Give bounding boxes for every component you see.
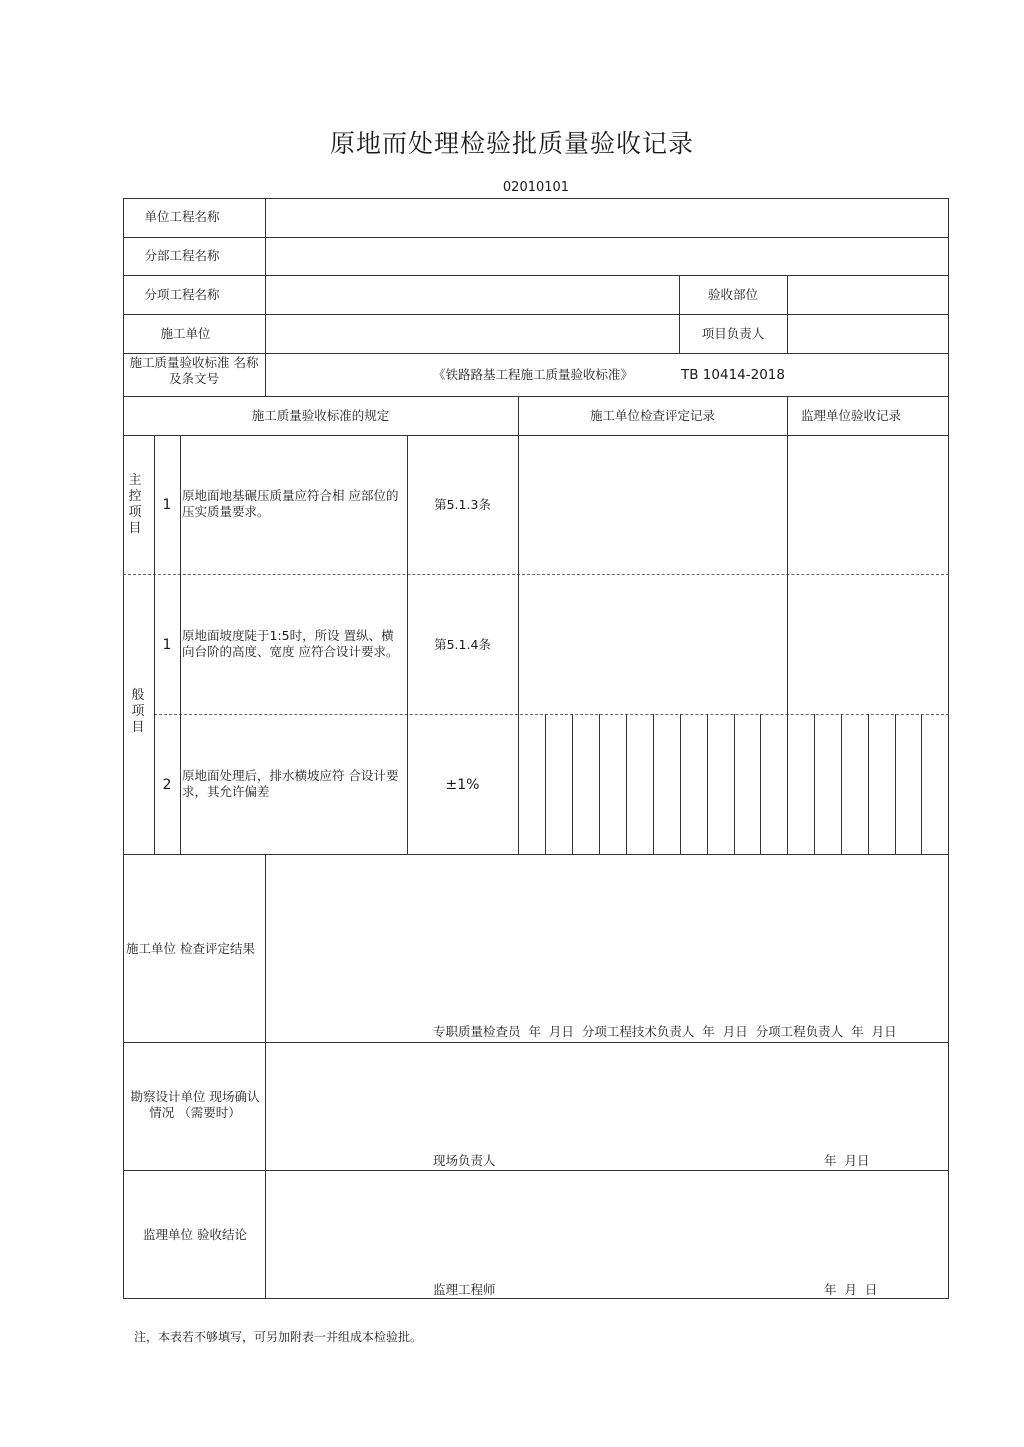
- grid-cell-divider: [680, 714, 681, 854]
- border-right: [948, 198, 949, 1299]
- general-label: [130, 688, 146, 736]
- col-divider: [787, 275, 788, 353]
- main-control-label: [127, 473, 143, 537]
- item-requirement: 原地面处理后，排水横坡应符 合设计要求，其允许偏差: [182, 768, 399, 799]
- project-manager-label: 项目负责人: [701, 326, 765, 341]
- item-requirement: 原地面坡度陡于1:5时，所设 置纵、横向台阶的高度、宽度 应符合设计要求。: [182, 628, 399, 659]
- grid-cell-divider: [626, 714, 627, 854]
- item-number: 1: [162, 637, 172, 653]
- col-divider: [787, 396, 788, 854]
- grid-cell-divider: [760, 714, 761, 854]
- grid-cell-divider: [814, 714, 815, 854]
- label-char: 项: [128, 505, 142, 520]
- grid-cell-divider: [841, 714, 842, 854]
- grid-cell-divider: [921, 714, 922, 854]
- survey-signer-label: 现场负责人: [433, 1153, 496, 1168]
- construction-sign-line: 专职质量检查员 年 月日 分项工程技术负责人 年 月日 分项工程负责人 年 月日: [433, 1024, 897, 1039]
- form-code: 02010101: [502, 180, 570, 195]
- item-requirement: 原地面地基碾压质量应符合相 应部位的压实质量要求。: [182, 488, 399, 519]
- label-char: 控: [128, 489, 142, 504]
- item-number: 1: [162, 497, 172, 513]
- supervisor-record-header: 监理单位验收记录: [800, 408, 901, 423]
- row-divider-dashed: [154, 714, 949, 715]
- inspection-record-form: [123, 198, 949, 1299]
- label-char: 目: [128, 521, 142, 536]
- grid-cell-divider: [572, 714, 573, 854]
- border-left: [123, 198, 124, 1299]
- standard-label: 施工质量验收标准 名称及条文号: [129, 355, 259, 386]
- survey-design-label: 勘察设计单位 现场确认情况 （需要时）: [130, 1089, 260, 1120]
- row-divider: [123, 435, 949, 436]
- border-bottom: [123, 1298, 949, 1299]
- construction-result-label: 施工单位 检查评定结果: [126, 941, 255, 956]
- supervision-label: 监理单位 验收结论: [143, 1227, 247, 1242]
- row-divider: [123, 275, 949, 276]
- label-char: 般: [131, 688, 145, 703]
- grid-cell-divider: [599, 714, 600, 854]
- supervision-signer-label: 监理工程师: [433, 1282, 496, 1297]
- grid-cell-divider: [895, 714, 896, 854]
- page-title: 原地而处理检验批质量验收记录: [329, 129, 694, 158]
- col-divider: [265, 198, 266, 396]
- division-project-label: 分部工程名称: [144, 248, 220, 263]
- footnote: 注，本表若不够填写，可另加附表一并组成本检验批。: [134, 1330, 423, 1344]
- standard-name: 《铁路路基工程施工质量验收标准》: [433, 367, 634, 382]
- row-divider: [123, 237, 949, 238]
- survey-date: 年 月日: [824, 1153, 870, 1168]
- supervision-date: 年 月 日: [824, 1282, 878, 1297]
- row-divider: [123, 396, 949, 397]
- item-number: 2: [162, 777, 172, 793]
- col-divider: [518, 435, 519, 854]
- item-tolerance: ±1%: [445, 777, 480, 793]
- label-char: 目: [131, 720, 145, 735]
- row-divider: [123, 854, 949, 855]
- contractor-record-header: 施工单位检查评定记录: [589, 408, 715, 423]
- row-divider-dashed: [123, 574, 949, 575]
- item-clause: 第5.1.4条: [434, 637, 491, 652]
- item-clause: 第5.1.3条: [434, 497, 491, 512]
- grid-cell-divider: [545, 714, 546, 854]
- label-char: 主: [128, 473, 142, 488]
- row-divider: [123, 314, 949, 315]
- subitem-project-label: 分项工程名称: [144, 287, 220, 302]
- grid-cell-divider: [707, 714, 708, 854]
- standard-code: TB 10414-2018: [681, 367, 785, 383]
- unit-project-label: 单位工程名称: [144, 209, 220, 224]
- grid-cell-divider: [653, 714, 654, 854]
- inspection-part-label: 验收部位: [707, 287, 758, 302]
- label-char: 项: [131, 704, 145, 719]
- grid-cell-divider: [734, 714, 735, 854]
- row-divider: [123, 353, 949, 354]
- border-top: [123, 198, 949, 199]
- row-divider: [123, 1170, 949, 1171]
- construction-unit-label: 施工单位: [160, 326, 211, 341]
- col-divider: [265, 854, 266, 1298]
- spec-column-header: 施工质量验收标准的规定: [251, 408, 390, 423]
- row-divider: [123, 1042, 949, 1043]
- col-divider: [180, 435, 181, 854]
- grid-cell-divider: [868, 714, 869, 854]
